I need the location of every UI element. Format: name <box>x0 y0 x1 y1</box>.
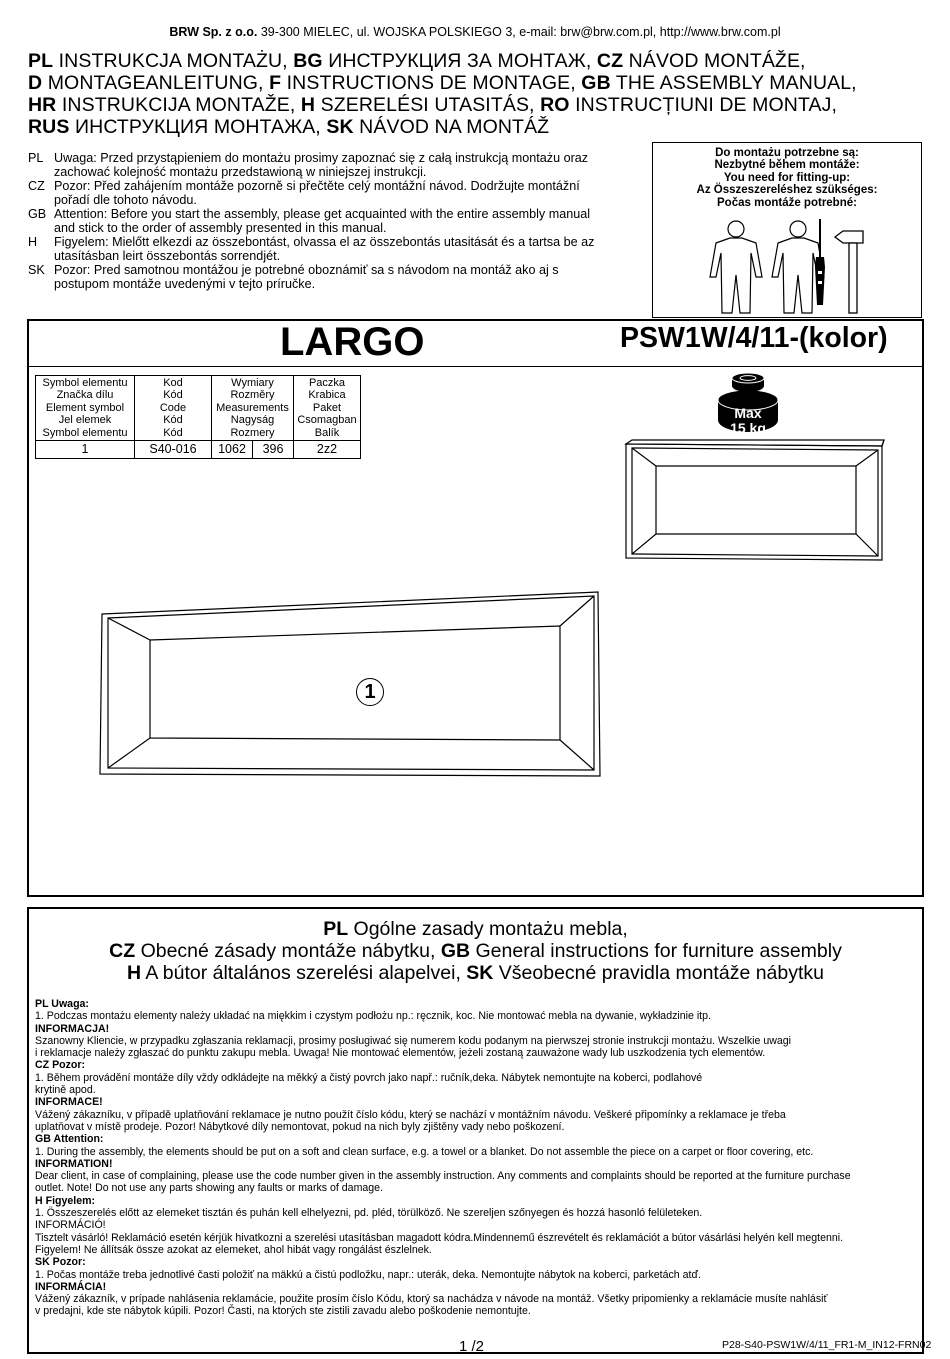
instruction-line: 1. Podczas montażu elementy należy układać na miękkim i czystym podłożu np.: ręcznik, koc. Nie montować mebla na dywanie, wykładzinie itp. <box>35 1010 711 1023</box>
title-text: NÁVOD NA MONTÁŽ <box>359 116 550 138</box>
title-text: THE ASSEMBLY MANUAL, <box>615 72 857 94</box>
header-symbol <box>36 376 135 441</box>
page-number: 1 /2 <box>459 1338 485 1355</box>
language-code: GB <box>581 72 611 94</box>
general-title-line <box>27 918 924 940</box>
header-line: Kód <box>163 414 183 427</box>
header-line: Kód <box>163 426 183 439</box>
warning-text <box>54 235 643 263</box>
parts-table <box>35 375 361 459</box>
shelf-assembled-illustration <box>620 430 890 566</box>
warning-row <box>28 207 643 235</box>
language-code: F <box>269 72 282 94</box>
section-heading: PL Uwaga: <box>35 998 89 1010</box>
title-text: INSTRUKCJA MONTAŻU, <box>58 50 294 72</box>
language-code: PL <box>28 50 54 72</box>
tools-needed-box <box>652 142 922 318</box>
instruction-line: uplatňovat v místě prodeje. Pozor! Nábytkové díly nemontovat, pokud na nich byly zjištěny vady nebo poškození. <box>35 1120 565 1133</box>
warning-line: Uwaga: Przed przystąpieniem do montażu prosimy zapoznać się z całą instrukcją montażu oraz <box>54 151 589 165</box>
language-code: PL <box>323 918 349 940</box>
warning-line: postupom montáže uvedenými v tejto príručke. <box>54 277 316 291</box>
part-number-marker: 1 <box>356 678 384 706</box>
language-code: SK <box>466 962 494 984</box>
title-text: INSTRUCȚIUNI DE MONTAJ, <box>575 94 838 116</box>
header-line: Code <box>159 401 187 414</box>
general-title-text: General instructions for furniture assembly <box>475 940 842 962</box>
document-code: P28-S40-PSW1W/4/11_FR1-M_IN12-FRN02 <box>722 1339 932 1351</box>
tools-illustration <box>653 219 920 315</box>
language-code: RUS <box>28 116 70 138</box>
section-heading: H Figyelem: <box>35 1194 96 1207</box>
header-line: Symbol elementu <box>42 376 128 389</box>
manual-titles <box>28 50 928 138</box>
instruction-line: Figyelem! Ne állítsák össze azokat az elemeket, ahol hibát vagy rongálást észlelnek. <box>35 1243 432 1256</box>
instruction-line: krytině apod. <box>35 1084 96 1097</box>
header-package <box>294 376 361 441</box>
header-line: Rozmery <box>230 426 275 439</box>
tools-line: Nezbytné během montáže: <box>714 159 860 172</box>
panel-element-illustration <box>98 590 608 780</box>
company-header <box>0 25 950 39</box>
instruction-line: Vážený zákazník, v prípade nahlásenia reklamácie, použite prosím číslo Kódu, ktorý sa nachádza v návode na montáž. Všetky pripomienky a reklamácie musíte nahlásiť <box>35 1293 828 1306</box>
title-text: INSTRUKCIJA MONTAŽE, <box>61 94 301 116</box>
language-code: SK <box>326 116 354 138</box>
header-line: Nagyság <box>230 414 275 427</box>
header-measurements <box>212 376 294 441</box>
title-text: ИНСТРУКЦИЯ ЗА МОНТАЖ, <box>328 50 597 72</box>
screwdriver-icon <box>815 219 825 305</box>
title-line <box>28 72 928 94</box>
warning-line: zachować kolejność montażu przedstawioną w niniejszej instrukcji. <box>54 165 427 179</box>
instruction-line: Tisztelt vásárló! Reklamáció esetén kérjük hivatkozni a szerelési utasításban magadott kódra.Mindennemű észrevételt és reklamációt a bútor vásárlási helyén kell megtenni. <box>35 1231 844 1244</box>
general-title-text: Ogólne zasady montażu mebla, <box>353 918 628 940</box>
tools-line: Do montażu potrzebne są: <box>715 147 859 159</box>
warning-row <box>28 263 643 291</box>
max-load-value: 15 kg <box>730 420 766 436</box>
product-name: LARGO <box>280 320 425 364</box>
language-code: GB <box>28 207 47 221</box>
warning-line: and stick to the order of assembly presented in this manual. <box>54 221 387 235</box>
instruction-line: 1. During the assembly, the elements should be put on a soft and clean surface, e.g. a towel or a blanket. Do not assemble the piece on a carpet or floor covering, etc. <box>35 1145 814 1158</box>
instruction-line: i reklamacje należy zgłaszać do punktu zakupu mebla. Uwaga! Nie montować elementów, jeżeli zostaną zauważone wady lub uszkodzenia tych elementów. <box>35 1047 766 1060</box>
header-line: Measurements <box>216 401 289 414</box>
language-code: BG <box>293 50 323 72</box>
header-line: Kod <box>163 376 183 389</box>
title-line <box>28 50 928 72</box>
warning-line: Pozor: Pred samotnou montážou je potrebné oboznámiť sa s návodom na montáž ako aj s <box>54 263 559 277</box>
language-code: D <box>28 72 43 94</box>
language-code: PL <box>28 151 44 165</box>
cell-code: S40-016 <box>135 441 212 459</box>
max-load-label: Max <box>734 405 762 421</box>
language-code: H <box>300 94 316 116</box>
section-heading: INFORMATION! <box>35 1157 113 1170</box>
title-text: INSTRUCTIONS DE MONTAGE, <box>286 72 582 94</box>
header-line: Balík <box>314 426 340 439</box>
warning-line: utasításban leirt összebontás sorrendjét. <box>54 249 281 263</box>
warning-text <box>54 151 643 179</box>
cell-width: 396 <box>253 441 294 459</box>
language-code: GB <box>440 940 471 962</box>
title-text: SZERELÉSI UTASITÁS, <box>320 94 541 116</box>
warning-row <box>28 151 643 179</box>
language-code: CZ <box>28 179 45 193</box>
language-code: H <box>28 235 38 249</box>
warning-line: Figyelem: Mielőtt elkezdi az összebontást, olvassa el az összebontás utasitását és a tartsa be az <box>54 235 595 249</box>
tools-line: Az Összeszereléshez szükséges: <box>696 184 878 197</box>
title-line <box>28 116 928 138</box>
language-code: SK <box>28 263 45 277</box>
section-heading: CZ Pozor: <box>35 1059 86 1072</box>
section-heading: SK Pozor: <box>35 1256 86 1269</box>
instruction-line: Dear client, in case of complaining, please use the code number given in the assembly instruction. Any comments and complaints should be reported at the furniture purchase <box>35 1170 851 1183</box>
instruction-line: Szanowny Kliencie, w przypadku zgłaszania reklamacji, prosimy posługiwać się numerem kodu podanym na pierwszej stronie instrukcji montażu. Wszelkie uwagi <box>35 1034 792 1047</box>
title-text: ИНСТРУКЦИЯ МОНТАЖА, <box>75 116 327 138</box>
person-icon <box>710 221 762 313</box>
instruction-line: 1. Összeszerelés előtt az elemeket tisztán és puhán kell elhelyezni, pd. pléd, törülköző. Ne szereljen szőnyegen és hozzá hasonló felületeken. <box>35 1207 703 1220</box>
section-heading: INFORMÁCIA! <box>35 1280 107 1293</box>
tools-line: You need for fitting-up: <box>723 171 851 184</box>
instruction-line: 1. Během provádění montáže díly vždy odkládejte na měkký a čistý povrch jako např.: ručník,deka. Nábytek nemontujte na koberci, podlahové <box>35 1071 703 1084</box>
warning-row <box>28 235 643 263</box>
header-line: Paket <box>312 401 342 414</box>
instruction-line: outlet. Note! Do not use any parts showing any faults or marks of damage. <box>35 1182 384 1195</box>
header-line: Jel elemek <box>58 414 112 427</box>
warning-line: pořadí dle tohoto návodu. <box>54 193 197 207</box>
cell-package: 2z2 <box>294 441 361 459</box>
language-code: CZ <box>596 50 624 72</box>
header-line: Rozměry <box>230 389 275 402</box>
table-row <box>36 441 361 459</box>
header-line: Krabica <box>308 389 346 402</box>
general-title-text: Obecné zásady montáže nábytku, <box>140 940 441 962</box>
header-line: Csomagban <box>297 414 357 427</box>
instruction-line: 1. Počas montáže treba jednotlivé časti položiť na mäkkú a čistú podložku, napr.: uterák, deka. Nemontujte nábytok na koberci, parketách atď. <box>35 1268 701 1281</box>
header-line: Wymiary <box>231 376 274 389</box>
header-line: Element symbol <box>45 401 125 414</box>
hammer-icon <box>835 231 863 313</box>
title-text: NÁVOD MONTÁŽE, <box>628 50 806 72</box>
warning-line: Pozor: Před zahájením montáže pozorně si přečtěte celý montážní návod. Dodržujte montážní <box>54 179 580 193</box>
warning-text <box>54 179 643 207</box>
header-line: Symbol elementu <box>42 426 128 439</box>
general-instructions-title <box>27 918 924 984</box>
header-line: Kód <box>163 389 183 402</box>
header-line: Paczka <box>308 376 346 389</box>
warning-row <box>28 179 643 207</box>
company-address: 39-300 MIELEC, ul. WOJSKA POLSKIEGO 3, e-mail: brw@brw.com.pl, http://www.brw.com.pl <box>260 25 781 39</box>
tools-line: Počas montáže potrebné: <box>717 196 857 209</box>
section-heading: INFORMACJA! <box>35 1022 110 1035</box>
title-text: MONTAGEANLEITUNG, <box>47 72 270 94</box>
product-code: PSW1W/4/11-(kolor) <box>620 322 888 354</box>
warning-text <box>54 263 643 291</box>
section-heading: GB Attention: <box>35 1133 104 1146</box>
language-code: H <box>126 962 142 984</box>
general-instructions-body <box>35 998 915 1318</box>
general-title-text: A bútor általános szerelési alapelvei, <box>145 962 467 984</box>
cell-symbol: 1 <box>36 441 135 459</box>
section-heading: INFORMACE! <box>35 1096 103 1109</box>
instruction-line: v predajni, kde ste nábytok kúpili. Pozor! Časti, na ktorých ste zistili zavadu alebo poškodenie nemontujte. <box>35 1305 531 1318</box>
title-line <box>28 94 928 116</box>
company-name: BRW Sp. z o.o. <box>169 25 258 39</box>
language-code: CZ <box>109 940 136 962</box>
general-title-line <box>27 962 924 984</box>
general-title-line <box>27 940 924 962</box>
language-code: HR <box>28 94 57 116</box>
cell-length: 1062 <box>212 441 253 459</box>
tools-needed-text <box>653 143 921 209</box>
warning-text <box>54 207 643 235</box>
header-code <box>135 376 212 441</box>
header-line: Značka dílu <box>56 389 114 402</box>
general-title-text: Všeobecné pravidla montáže nábytku <box>498 962 825 984</box>
warning-line: Attention: Before you start the assembly, please get acquainted with the entire assembly manual <box>54 207 591 221</box>
instruction-line: INFORMÁCIÓ! <box>35 1219 106 1232</box>
assembly-warnings <box>28 151 643 291</box>
panel-divider <box>27 366 924 367</box>
language-code: RO <box>540 94 570 116</box>
parts-table-header <box>36 376 361 441</box>
instruction-line: Vážený zákazníku, v případě uplatňování reklamace je nutno použít číslo kódu, který se nachází v montážním návodu. Veškeré připomínky a reklamace je třeba <box>35 1108 786 1121</box>
